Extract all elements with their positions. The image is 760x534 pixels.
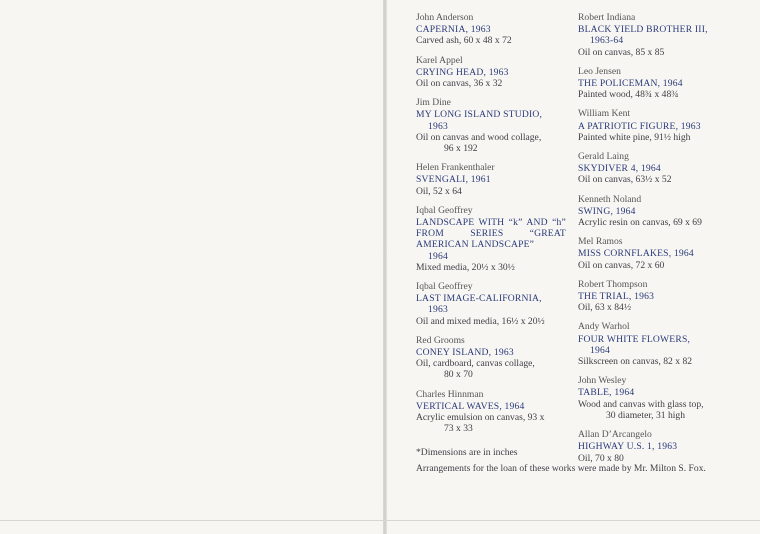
artwork-medium-text: Wood and canvas with glass top, xyxy=(578,398,704,410)
artwork-medium xyxy=(416,412,566,434)
artwork-medium xyxy=(578,47,738,58)
artwork-title-text: MY LONG ISLAND STUDIO, xyxy=(416,109,543,121)
artwork-medium-text: Oil, 63 x 84½ xyxy=(578,302,632,314)
artwork-entry xyxy=(416,335,566,381)
artwork-medium-text: Mixed media, 20½ x 30½ xyxy=(416,261,515,273)
artwork-title-text: SVENGALI, 1961 xyxy=(416,174,491,186)
artwork-title-text: THE POLICEMAN, 1964 xyxy=(578,78,683,90)
page-edge xyxy=(0,520,760,521)
artwork-title xyxy=(416,217,566,262)
artist-name: Iqbal Geoffrey xyxy=(416,281,473,293)
artwork-title-text: A PATRIOTIC FIGURE, 1963 xyxy=(578,120,701,132)
artwork-entry xyxy=(578,321,738,367)
artwork-medium xyxy=(578,399,738,421)
artwork-title-text: VERTICAL WAVES, 1964 xyxy=(416,400,525,412)
artwork-medium xyxy=(416,132,566,154)
artwork-medium xyxy=(578,356,738,367)
artwork-title xyxy=(578,441,738,452)
artist-name: Leo Jensen xyxy=(578,65,621,77)
artwork-medium xyxy=(416,262,566,273)
artwork-entry xyxy=(578,236,738,271)
loan-credit: Arrangements for the loan of these works were made by Mr. Milton S. Fox. xyxy=(416,463,706,474)
artwork-medium xyxy=(578,217,738,228)
artwork-title-continued: 1964 xyxy=(590,344,610,356)
artwork-medium-text: Oil on canvas, 63½ x 52 xyxy=(578,174,672,186)
artwork-title-text: HIGHWAY U.S. 1, 1963 xyxy=(578,441,678,453)
artwork-medium-text: Silkscreen on canvas, 82 x 82 xyxy=(578,356,693,368)
artwork-entry xyxy=(578,279,738,314)
page-fold xyxy=(383,0,387,534)
artist-name: Kenneth Noland xyxy=(578,193,642,205)
artwork-title-text: SWING, 1964 xyxy=(578,205,636,217)
artwork-title xyxy=(578,24,738,46)
artwork-title-continued: 1963 xyxy=(428,120,448,132)
artist-name: Andy Warhol xyxy=(578,321,630,333)
artwork-medium-text: Oil, cardboard, canvas collage, xyxy=(416,358,535,370)
artwork-entry xyxy=(416,281,566,327)
artwork-medium xyxy=(416,78,566,89)
artwork-medium-continued: 30 diameter, 31 high xyxy=(606,409,686,421)
artwork-medium-continued: 80 x 70 xyxy=(444,369,473,381)
artwork-entry xyxy=(416,162,566,197)
artwork-entry xyxy=(578,66,738,101)
artist-name: John Wesley xyxy=(578,375,627,387)
artwork-entry xyxy=(578,375,738,421)
artwork-title-text: LANDSCAPE WITH “k” AND “h” FROM SERIES “GREAT AMERICAN LANDSCAPE” xyxy=(416,217,566,251)
artist-name: Jim Dine xyxy=(416,97,451,109)
artwork-title xyxy=(416,24,566,35)
artist-name: Mel Ramos xyxy=(578,236,623,248)
artwork-title-continued: 1963-64 xyxy=(590,35,624,47)
artwork-entry xyxy=(416,97,566,154)
artwork-medium-text: Oil on canvas, 72 x 60 xyxy=(578,259,665,271)
artwork-title xyxy=(416,347,566,358)
artist-name: Charles Hinnman xyxy=(416,388,484,400)
artwork-entry xyxy=(578,194,738,229)
artwork-medium xyxy=(416,186,566,197)
artwork-entry xyxy=(578,108,738,143)
artwork-title xyxy=(416,109,566,131)
artwork-title xyxy=(578,163,738,174)
artwork-title xyxy=(578,121,738,132)
artwork-title-text: FOUR WHITE FLOWERS, xyxy=(578,333,691,345)
artwork-title-continued: 1964 xyxy=(428,250,448,262)
artwork-entry xyxy=(416,389,566,435)
artwork-medium-text: Oil on canvas and wood collage, xyxy=(416,131,542,143)
artwork-medium xyxy=(578,174,738,185)
artwork-title xyxy=(578,206,738,217)
artwork-title xyxy=(416,293,566,315)
artwork-medium xyxy=(416,358,566,380)
artwork-title-text: CRYING HEAD, 1963 xyxy=(416,66,509,78)
artwork-medium xyxy=(578,132,738,143)
artwork-entry xyxy=(416,205,566,273)
artwork-entry xyxy=(578,12,738,58)
artwork-medium-text: Painted wood, 48¾ x 48¾ xyxy=(578,89,679,101)
artwork-title xyxy=(578,387,738,398)
artist-name: Helen Frankenthaler xyxy=(416,162,495,174)
artwork-title-text: CAPERNIA, 1963 xyxy=(416,24,491,36)
artwork-title xyxy=(416,174,566,185)
artwork-list-column-2 xyxy=(578,12,738,472)
artwork-medium xyxy=(416,35,566,46)
artist-name: Robert Indiana xyxy=(578,12,636,23)
artwork-medium xyxy=(416,316,566,327)
artwork-medium-text: Oil on canvas, 36 x 32 xyxy=(416,78,503,90)
artwork-title xyxy=(578,248,738,259)
artwork-medium-text: Oil, 70 x 80 xyxy=(578,452,624,464)
artwork-title xyxy=(578,78,738,89)
artwork-medium xyxy=(578,89,738,100)
artwork-entry xyxy=(578,429,738,464)
artwork-title-text: TABLE, 1964 xyxy=(578,387,635,399)
artwork-title xyxy=(416,401,566,412)
artist-name: Gerald Laing xyxy=(578,151,629,163)
artist-name: John Anderson xyxy=(416,12,474,23)
artwork-title-text: MISS CORNFLAKES, 1964 xyxy=(578,248,694,260)
artwork-title xyxy=(578,334,738,356)
artwork-medium-continued: 96 x 192 xyxy=(444,143,478,155)
artwork-title-text: BLACK YIELD BROTHER III, xyxy=(578,24,708,36)
artist-name: William Kent xyxy=(578,108,631,120)
artwork-medium-continued: 73 x 33 xyxy=(444,423,473,435)
artist-name: Allan D’Arcangelo xyxy=(578,429,652,441)
artwork-medium-text: Oil and mixed media, 16½ x 20½ xyxy=(416,315,545,327)
artwork-list-column-1 xyxy=(416,12,566,443)
artwork-medium-text: Carved ash, 60 x 48 x 72 xyxy=(416,35,512,47)
artwork-entry xyxy=(578,151,738,186)
artwork-medium-text: Oil, 52 x 64 xyxy=(416,185,462,197)
artwork-medium xyxy=(578,302,738,313)
artwork-title-continued: 1963 xyxy=(428,304,448,316)
artist-name: Iqbal Geoffrey xyxy=(416,204,473,216)
artwork-title-text: THE TRIAL, 1963 xyxy=(578,291,655,303)
artwork-medium-text: Painted white pine, 91½ high xyxy=(578,131,691,143)
artwork-title-text: CONEY ISLAND, 1963 xyxy=(416,347,514,359)
artwork-entry xyxy=(416,55,566,90)
artwork-medium-text: Oil on canvas, 85 x 85 xyxy=(578,46,665,58)
dimensions-note: *Dimensions are in inches xyxy=(416,447,518,458)
artwork-medium-text: Acrylic emulsion on canvas, 93 x xyxy=(416,412,545,424)
artwork-title-text: LAST IMAGE-CALIFORNIA, xyxy=(416,293,542,305)
artwork-title xyxy=(578,291,738,302)
artwork-medium-text: Acrylic resin on canvas, 69 x 69 xyxy=(578,217,702,229)
artwork-title xyxy=(416,67,566,78)
artist-name: Karel Appel xyxy=(416,54,463,66)
artwork-title-text: SKYDIVER 4, 1964 xyxy=(578,163,661,175)
artist-name: Robert Thompson xyxy=(578,278,648,290)
artwork-entry xyxy=(416,12,566,47)
artist-name: Red Grooms xyxy=(416,334,465,346)
artwork-medium xyxy=(578,260,738,271)
